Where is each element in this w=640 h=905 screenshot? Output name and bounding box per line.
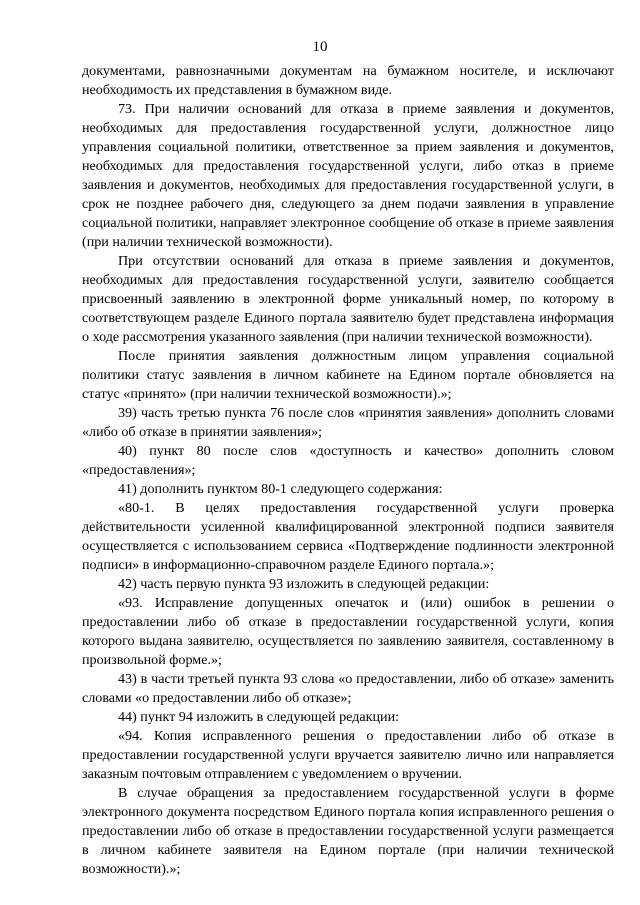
page-number: 10: [312, 39, 328, 55]
document-body: [82, 62, 614, 879]
paragraph-94: «94. Копия исправленного решения о предоставлении либо об отказе в предоставлении государственной услуги вручается заявителю лично или направляется заказным почтовым отправлением с уведомлением о вручении.: [82, 728, 614, 782]
paragraph-item-43: 43) в части третьей пункта 93 слова «о предоставлении, либо об отказе» заменить словами «о предоставлении либо об отказе»;: [82, 671, 614, 706]
paragraph-after-acceptance: После принятия заявления должностным лицом управления социальной политики статус заявления в личном кабинете на Едином портале обновляется на статус «принято» (при наличии технической возможности).»;: [82, 348, 614, 402]
paragraph-item-44: 44) пункт 94 изложить в следующей редакции:: [118, 709, 400, 725]
paragraph-item-40: 40) пункт 80 после слов «доступность и качество» дополнить словом «предоставления»;: [82, 443, 614, 478]
paragraph-80-1: «80-1. В целях предоставления государственной услуги проверка действительности усиленной квалифицированной электронной подписи заявителя осуществляется с использованием сервиса «Подтверждение подлинности электронной подписи» в информационно-справочном разделе Единого портала.»;: [82, 500, 614, 573]
paragraph-item-42: 42) часть первую пункта 93 изложить в следующей редакции:: [118, 576, 490, 592]
paragraph-item-41: 41) дополнить пунктом 80-1 следующего содержания:: [118, 481, 443, 497]
paragraph-item-39: 39) часть третью пункта 76 после слов «принятия заявления» дополнить словами «либо об отказе в принятии заявления»;: [82, 405, 614, 440]
paragraph-item-73: 73. При наличии оснований для отказа в приеме заявления и документов, необходимых для предоставления государственной услуги, должностное лицо управления социальной политики, ответственное за прием заявления и документов, необходимых для предоставления государственной услуги, либо отказ в приеме заявления и документов, необходимых для предоставления государственной услуги, в срок не позднее рабочего дня, следующего за днем подачи заявления в управление социальной политики, направляет электронное сообщение об отказе в приеме заявления (при наличии технической возможности).: [82, 101, 615, 250]
paragraph-no-grounds: При отсутствии оснований для отказа в приеме заявления и документов, необходимых для предоставления государственной услуги, заявителю сообщается присвоенный заявлению в электронной форме уникальный номер, по которому в соответствующем разделе Единого портала заявителю будет представлена информация о ходе рассмотрения указанного заявления (при наличии технической возможности).: [82, 253, 614, 345]
paragraph-continuation: документами, равнозначными документам на бумажном носителе, и исключают необходимость их представления в бумажном виде.: [82, 63, 614, 98]
paragraph-93: «93. Исправление допущенных опечаток и (или) ошибок в решении о предоставлении либо об отказе в предоставлении государственной услуги, копия которого выдана заявителю, осуществляется по заявлению заявителя, составленному в произвольной форме.»;: [82, 595, 614, 668]
paragraph-electronic-copy: В случае обращения за предоставлением государственной услуги в форме электронного документа посредством Единого портала копия исправленного решения о предоставлении либо об отказе в предоставлении государственной услуги размещается в личном кабинете заявителя на Едином портале (при наличии технической возможности).»;: [82, 785, 614, 877]
